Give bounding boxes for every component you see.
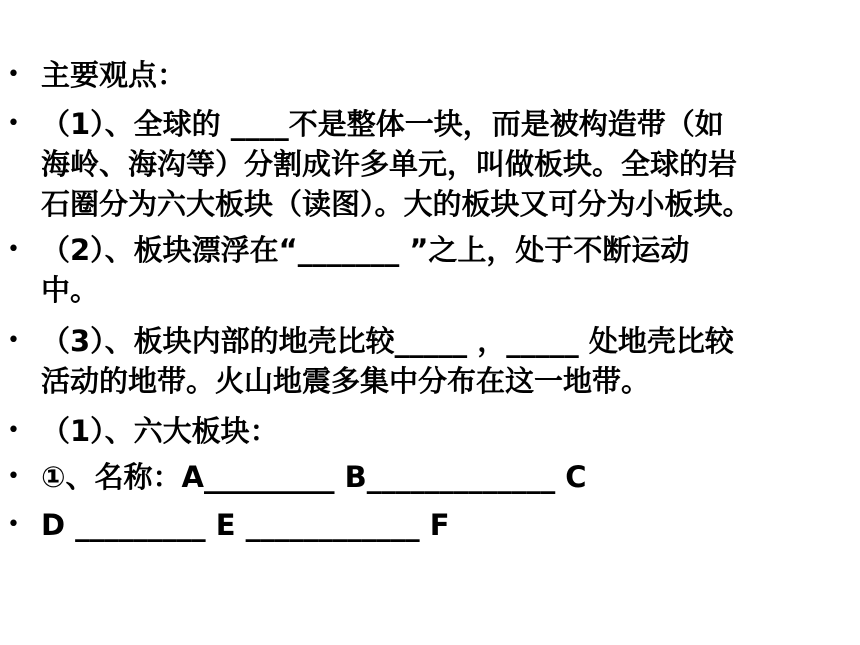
bullet-text — [41, 457, 856, 497]
bullet-text — [41, 411, 856, 451]
bullet-item-plate-definition — [0, 104, 860, 224]
bullet-item-six-plates — [0, 411, 860, 451]
text-line: （2）、板块漂浮在“_______ ”之上，处于不断运动 — [41, 233, 690, 267]
bullet-text — [41, 55, 856, 95]
bullet-item-plate-floating — [0, 230, 860, 310]
bullet-text — [41, 104, 856, 224]
text-line: 活动的地带。火山地震多集中分布在这一地带。 — [41, 364, 651, 398]
bullet-icon: • — [7, 237, 20, 262]
bullet-icon: • — [7, 464, 20, 489]
bullet-text — [41, 505, 856, 545]
bullet-icon: • — [7, 512, 20, 537]
text-line: 中。 — [41, 273, 100, 307]
bullet-item-names-def — [0, 505, 860, 545]
bullet-icon: • — [7, 328, 20, 353]
bullet-text — [41, 230, 856, 310]
text-line: （1）、全球的 ____不是整体一块，而是被构造带（如 — [41, 107, 724, 141]
text-line: 海岭、海沟等）分割成许多单元，叫做板块。全球的岩 — [41, 147, 738, 181]
text-line: D _________ E ____________ F — [41, 508, 450, 542]
text-line: （1）、六大板块： — [41, 414, 279, 448]
bullet-item-crust-stability — [0, 321, 860, 401]
bullet-icon: • — [7, 418, 20, 443]
text-line: 主要观点： — [41, 58, 187, 92]
bullet-item-main-points — [0, 55, 860, 95]
bullet-icon: • — [7, 62, 20, 87]
bullet-text — [41, 321, 856, 401]
text-line: （3）、板块内部的地壳比较_____ ，_____ 处地壳比较 — [41, 324, 734, 358]
bullet-item-names-abc — [0, 457, 860, 497]
bullet-icon: • — [7, 111, 20, 136]
text-line: ①、名称：A_________ B_____________ C — [41, 460, 587, 494]
text-line: 石圈分为六大板块（读图）。大的板块又可分为小板块。 — [41, 187, 752, 221]
